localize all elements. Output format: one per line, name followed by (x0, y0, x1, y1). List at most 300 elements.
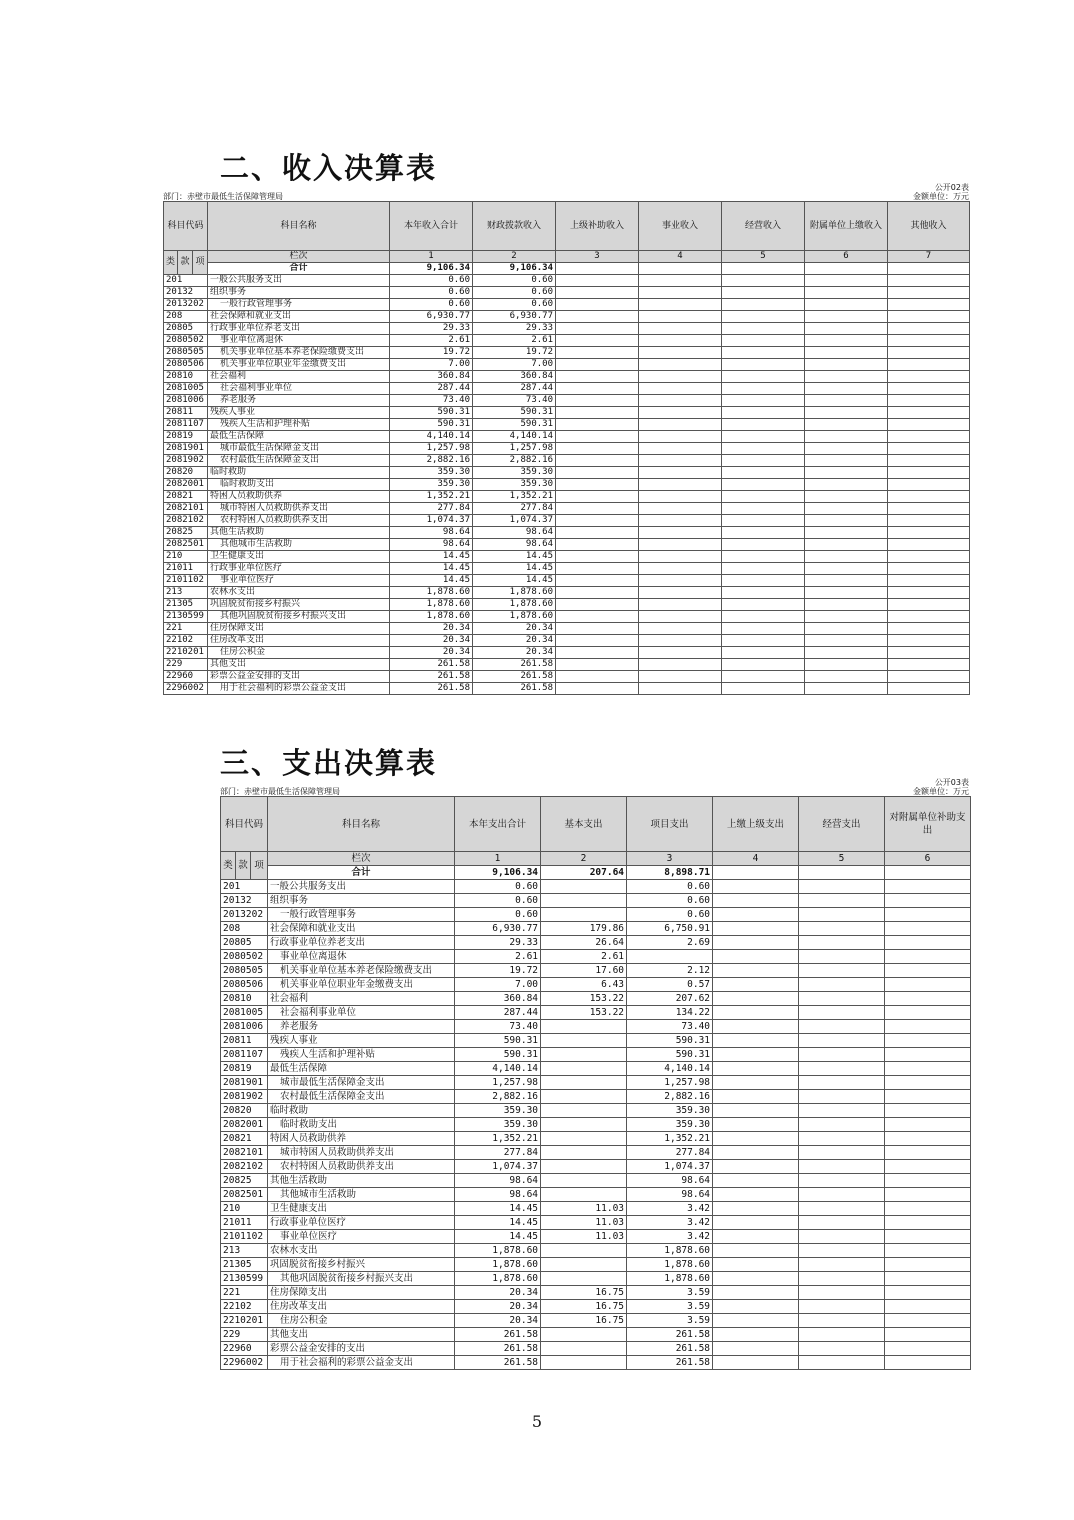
code-level-cell: 类 (221, 852, 236, 880)
total-row (221, 866, 971, 880)
value-cell: 261.58 (455, 1342, 541, 1356)
header-cell: 事业收入 (639, 202, 722, 251)
value-cell (805, 371, 888, 383)
value-cell: 1,878.60 (455, 1244, 541, 1258)
value-cell: 0.60 (627, 908, 713, 922)
value-cell (639, 563, 722, 575)
value-cell: 16.75 (541, 1300, 627, 1314)
value-cell (885, 1132, 971, 1146)
name-cell: 一般行政管理事务 (268, 908, 455, 922)
value-cell (805, 323, 888, 335)
value-cell (885, 1258, 971, 1272)
value-cell (556, 359, 639, 371)
value-cell (713, 1188, 799, 1202)
header-cell: 经营支出 (799, 797, 885, 852)
value-cell (713, 1132, 799, 1146)
value-cell (722, 659, 805, 671)
value-cell: 1,257.98 (455, 1076, 541, 1090)
value-cell (556, 647, 639, 659)
value-cell (722, 371, 805, 383)
table-row (164, 407, 970, 419)
code-level-cell: 项 (193, 251, 208, 275)
table-row (164, 455, 970, 467)
value-cell (888, 659, 970, 671)
value-cell: 590.31 (390, 419, 473, 431)
value-cell (639, 527, 722, 539)
value-cell (639, 299, 722, 311)
value-cell (713, 1104, 799, 1118)
value-cell (713, 1244, 799, 1258)
value-cell (639, 467, 722, 479)
value-cell: 0.57 (627, 978, 713, 992)
value-cell: 3.59 (627, 1314, 713, 1328)
name-cell: 农村特困人员救助供养支出 (208, 515, 390, 527)
expense-table-block (220, 778, 969, 1370)
value-cell: 1,074.37 (473, 515, 556, 527)
code-cell: 2130599 (221, 1272, 268, 1286)
value-cell: 0.60 (627, 880, 713, 894)
value-cell: 3.59 (627, 1300, 713, 1314)
value-cell: 20.34 (390, 647, 473, 659)
value-cell (885, 992, 971, 1006)
value-cell: 261.58 (473, 671, 556, 683)
value-cell (805, 335, 888, 347)
value-cell (885, 1062, 971, 1076)
value-cell (885, 964, 971, 978)
value-cell (541, 908, 627, 922)
value-cell (885, 1090, 971, 1104)
name-cell: 卫生健康支出 (208, 551, 390, 563)
value-cell: 0.60 (473, 287, 556, 299)
value-cell (556, 275, 639, 287)
value-cell (722, 431, 805, 443)
value-cell (885, 1034, 971, 1048)
value-cell (556, 575, 639, 587)
value-cell (722, 311, 805, 323)
name-cell: 其他生活救助 (208, 527, 390, 539)
code-cell: 22960 (221, 1342, 268, 1356)
code-cell: 201 (164, 275, 208, 287)
value-cell (722, 575, 805, 587)
value-cell (885, 922, 971, 936)
value-cell (805, 287, 888, 299)
value-cell (885, 1356, 971, 1370)
code-cell: 2080506 (221, 978, 268, 992)
name-cell: 其他城市生活救助 (208, 539, 390, 551)
value-cell: 1,878.60 (473, 611, 556, 623)
value-cell (639, 611, 722, 623)
value-cell (556, 347, 639, 359)
code-cell: 2082001 (164, 479, 208, 491)
value-cell (541, 1090, 627, 1104)
value-cell (805, 407, 888, 419)
table-row (221, 950, 971, 964)
code-cell: 2081107 (221, 1048, 268, 1062)
value-cell (805, 479, 888, 491)
table-row (221, 1314, 971, 1328)
name-cell: 卫生健康支出 (268, 1202, 455, 1216)
code-cell: 20825 (164, 527, 208, 539)
value-cell (805, 671, 888, 683)
value-cell: 98.64 (627, 1188, 713, 1202)
name-cell: 农林水支出 (208, 587, 390, 599)
value-cell (722, 275, 805, 287)
name-cell: 巩固脱贫衔接乡村振兴 (268, 1258, 455, 1272)
col-number-cell: 4 (713, 852, 799, 866)
value-cell (639, 383, 722, 395)
value-cell: 277.84 (473, 503, 556, 515)
value-cell: 0.60 (473, 299, 556, 311)
value-cell (556, 515, 639, 527)
value-cell: 2.61 (541, 950, 627, 964)
name-cell: 住房保障支出 (268, 1286, 455, 1300)
value-cell (885, 978, 971, 992)
value-cell: 98.64 (390, 539, 473, 551)
value-cell: 73.40 (627, 1020, 713, 1034)
value-cell (799, 1090, 885, 1104)
table-row (221, 1048, 971, 1062)
value-cell (885, 1286, 971, 1300)
value-cell (713, 992, 799, 1006)
value-cell (805, 419, 888, 431)
table-row (221, 964, 971, 978)
value-cell (888, 467, 970, 479)
value-cell (799, 964, 885, 978)
value-cell: 359.30 (473, 467, 556, 479)
name-cell: 社会保障和就业支出 (268, 922, 455, 936)
name-cell: 社会福利事业单位 (208, 383, 390, 395)
value-cell: 359.30 (455, 1118, 541, 1132)
value-cell: 1,878.60 (627, 1272, 713, 1286)
table-row (164, 479, 970, 491)
code-cell: 20825 (221, 1174, 268, 1188)
name-cell: 行政事业单位医疗 (268, 1216, 455, 1230)
table-row (164, 647, 970, 659)
value-cell: 590.31 (455, 1034, 541, 1048)
table-row (164, 575, 970, 587)
value-cell (888, 443, 970, 455)
value-cell (713, 1076, 799, 1090)
table-row (221, 1062, 971, 1076)
code-cell: 2101102 (164, 575, 208, 587)
value-cell: 26.64 (541, 936, 627, 950)
value-cell: 3.42 (627, 1216, 713, 1230)
value-cell (713, 1258, 799, 1272)
value-cell: 0.60 (390, 299, 473, 311)
value-cell (805, 635, 888, 647)
value-cell: 1,878.60 (455, 1258, 541, 1272)
value-cell (639, 683, 722, 695)
code-cell: 2082501 (221, 1188, 268, 1202)
value-cell: 11.03 (541, 1230, 627, 1244)
income-form-no: 公开02表 (934, 183, 969, 192)
value-cell (713, 1300, 799, 1314)
value-cell: 6,930.77 (390, 311, 473, 323)
col-number-cell: 3 (556, 251, 639, 263)
value-cell (556, 563, 639, 575)
value-cell (713, 1230, 799, 1244)
value-cell: 1,878.60 (390, 611, 473, 623)
value-cell: 360.84 (455, 992, 541, 1006)
value-cell (713, 894, 799, 908)
value-cell (639, 659, 722, 671)
value-cell: 29.33 (455, 936, 541, 950)
table-row (221, 1160, 971, 1174)
column-number-row (164, 251, 970, 263)
value-cell (639, 539, 722, 551)
value-cell (639, 479, 722, 491)
table-row (221, 1006, 971, 1020)
header-cell: 项目支出 (627, 797, 713, 852)
value-cell (556, 635, 639, 647)
value-cell (888, 515, 970, 527)
value-cell (639, 419, 722, 431)
value-cell: 2.12 (627, 964, 713, 978)
value-cell (722, 335, 805, 347)
value-cell (556, 587, 639, 599)
value-cell (888, 503, 970, 515)
table-row (221, 1258, 971, 1272)
value-cell (556, 491, 639, 503)
value-cell: 359.30 (455, 1104, 541, 1118)
value-cell (722, 467, 805, 479)
expense-table-title: 三、支出决算表 (220, 746, 438, 780)
value-cell (888, 575, 970, 587)
column-number-row (221, 852, 971, 866)
code-level-cell: 类 (164, 251, 178, 275)
value-cell: 6,930.77 (473, 311, 556, 323)
value-cell: 359.30 (390, 479, 473, 491)
value-cell (639, 623, 722, 635)
value-cell (799, 1132, 885, 1146)
code-cell: 210 (164, 551, 208, 563)
name-cell: 最低生活保障 (208, 431, 390, 443)
value-cell (805, 659, 888, 671)
value-cell (799, 1258, 885, 1272)
total-value-cell (799, 866, 885, 880)
value-cell: 359.30 (627, 1104, 713, 1118)
name-cell: 住房改革支出 (268, 1300, 455, 1314)
value-cell (888, 287, 970, 299)
value-cell (541, 1174, 627, 1188)
value-cell (556, 395, 639, 407)
table-row (164, 551, 970, 563)
value-cell: 1,352.21 (627, 1132, 713, 1146)
value-cell (713, 1286, 799, 1300)
value-cell (713, 880, 799, 894)
value-cell (556, 551, 639, 563)
value-cell (888, 587, 970, 599)
value-cell (541, 1048, 627, 1062)
total-value-cell (805, 263, 888, 275)
value-cell (805, 395, 888, 407)
value-cell: 0.60 (627, 894, 713, 908)
name-cell: 残疾人生活和护理补贴 (268, 1048, 455, 1062)
value-cell (799, 1230, 885, 1244)
value-cell (805, 647, 888, 659)
value-cell (888, 335, 970, 347)
name-cell: 其他巩固脱贫衔接乡村振兴支出 (268, 1272, 455, 1286)
income-meta (163, 183, 969, 201)
value-cell (805, 551, 888, 563)
name-cell: 其他支出 (208, 659, 390, 671)
value-cell: 20.34 (473, 623, 556, 635)
name-cell: 一般公共服务支出 (208, 275, 390, 287)
code-cell: 2080505 (221, 964, 268, 978)
col-number-cell: 2 (541, 852, 627, 866)
value-cell (885, 1104, 971, 1118)
name-cell: 其他巩固脱贫衔接乡村振兴支出 (208, 611, 390, 623)
value-cell (805, 683, 888, 695)
value-cell (885, 1160, 971, 1174)
value-cell (639, 335, 722, 347)
value-cell: 261.58 (390, 671, 473, 683)
value-cell (885, 1146, 971, 1160)
table-row (164, 527, 970, 539)
value-cell (639, 359, 722, 371)
value-cell (805, 539, 888, 551)
value-cell (888, 623, 970, 635)
value-cell (799, 922, 885, 936)
table-row (221, 1020, 971, 1034)
value-cell (722, 539, 805, 551)
value-cell: 6,750.91 (627, 922, 713, 936)
value-cell: 590.31 (390, 407, 473, 419)
expense-table (220, 796, 971, 1370)
value-cell (885, 1188, 971, 1202)
value-cell: 4,140.14 (455, 1062, 541, 1076)
table-row (221, 1230, 971, 1244)
table-row (164, 467, 970, 479)
value-cell (639, 311, 722, 323)
value-cell: 261.58 (473, 683, 556, 695)
value-cell (805, 455, 888, 467)
value-cell (556, 371, 639, 383)
value-cell (639, 455, 722, 467)
value-cell: 3.59 (627, 1286, 713, 1300)
value-cell: 17.60 (541, 964, 627, 978)
value-cell (885, 1076, 971, 1090)
value-cell: 2,882.16 (455, 1090, 541, 1104)
name-cell: 事业单位离退休 (268, 950, 455, 964)
table-row (221, 1286, 971, 1300)
col-number-cell: 3 (627, 852, 713, 866)
total-value-cell (639, 263, 722, 275)
value-cell (885, 950, 971, 964)
header-cell: 对附属单位补助支出 (885, 797, 971, 852)
table-row (164, 563, 970, 575)
value-cell: 14.45 (390, 575, 473, 587)
name-cell: 机关事业单位职业年金缴费支出 (208, 359, 390, 371)
value-cell (556, 323, 639, 335)
value-cell (556, 287, 639, 299)
value-cell (541, 1034, 627, 1048)
col-number-cell: 4 (639, 251, 722, 263)
code-cell: 2082101 (164, 503, 208, 515)
value-cell (799, 894, 885, 908)
value-cell (805, 563, 888, 575)
value-cell: 153.22 (541, 992, 627, 1006)
col-number-cell: 5 (722, 251, 805, 263)
name-cell: 农林水支出 (268, 1244, 455, 1258)
value-cell (722, 503, 805, 515)
value-cell (885, 1272, 971, 1286)
total-value-cell: 9,106.34 (473, 263, 556, 275)
value-cell: 590.31 (627, 1034, 713, 1048)
value-cell: 277.84 (390, 503, 473, 515)
table-row (221, 992, 971, 1006)
name-cell: 事业单位医疗 (208, 575, 390, 587)
value-cell (556, 311, 639, 323)
value-cell (713, 1034, 799, 1048)
value-cell (888, 683, 970, 695)
value-cell (885, 1048, 971, 1062)
value-cell: 14.45 (455, 1230, 541, 1244)
value-cell: 287.44 (390, 383, 473, 395)
value-cell (885, 1230, 971, 1244)
table-row (164, 275, 970, 287)
value-cell (888, 551, 970, 563)
code-cell: 221 (164, 623, 208, 635)
code-level-cell: 款 (236, 852, 251, 880)
value-cell: 19.72 (455, 964, 541, 978)
value-cell (888, 479, 970, 491)
value-cell (888, 407, 970, 419)
value-cell (541, 1020, 627, 1034)
total-row (164, 263, 970, 275)
value-cell (799, 1034, 885, 1048)
value-cell (722, 527, 805, 539)
value-cell (799, 1286, 885, 1300)
table-row (221, 1272, 971, 1286)
code-cell: 2082102 (164, 515, 208, 527)
header-row (221, 797, 971, 852)
value-cell (805, 431, 888, 443)
value-cell (805, 503, 888, 515)
value-cell (541, 1118, 627, 1132)
table-row (164, 383, 970, 395)
value-cell (888, 419, 970, 431)
value-cell: 261.58 (473, 659, 556, 671)
value-cell (722, 599, 805, 611)
value-cell (541, 1258, 627, 1272)
code-cell: 210 (221, 1202, 268, 1216)
value-cell (722, 455, 805, 467)
value-cell (556, 479, 639, 491)
name-cell: 行政事业单位医疗 (208, 563, 390, 575)
header-cell: 财政拨款收入 (473, 202, 556, 251)
value-cell (541, 1160, 627, 1174)
col-number-cell: 7 (888, 251, 970, 263)
code-cell: 20811 (164, 407, 208, 419)
value-cell: 590.31 (455, 1048, 541, 1062)
value-cell: 7.00 (390, 359, 473, 371)
name-cell: 特困人员救助供养 (268, 1132, 455, 1146)
value-cell (541, 1076, 627, 1090)
table-row (164, 371, 970, 383)
code-cell: 229 (221, 1328, 268, 1342)
name-cell: 其他支出 (268, 1328, 455, 1342)
header-cell: 科目代码 (164, 202, 208, 251)
table-row (164, 395, 970, 407)
value-cell (722, 611, 805, 623)
value-cell: 153.22 (541, 1006, 627, 1020)
value-cell: 590.31 (627, 1048, 713, 1062)
name-cell: 机关事业单位基本养老保险缴费支出 (268, 964, 455, 978)
code-cell: 2082501 (164, 539, 208, 551)
value-cell (639, 671, 722, 683)
value-cell (885, 1202, 971, 1216)
